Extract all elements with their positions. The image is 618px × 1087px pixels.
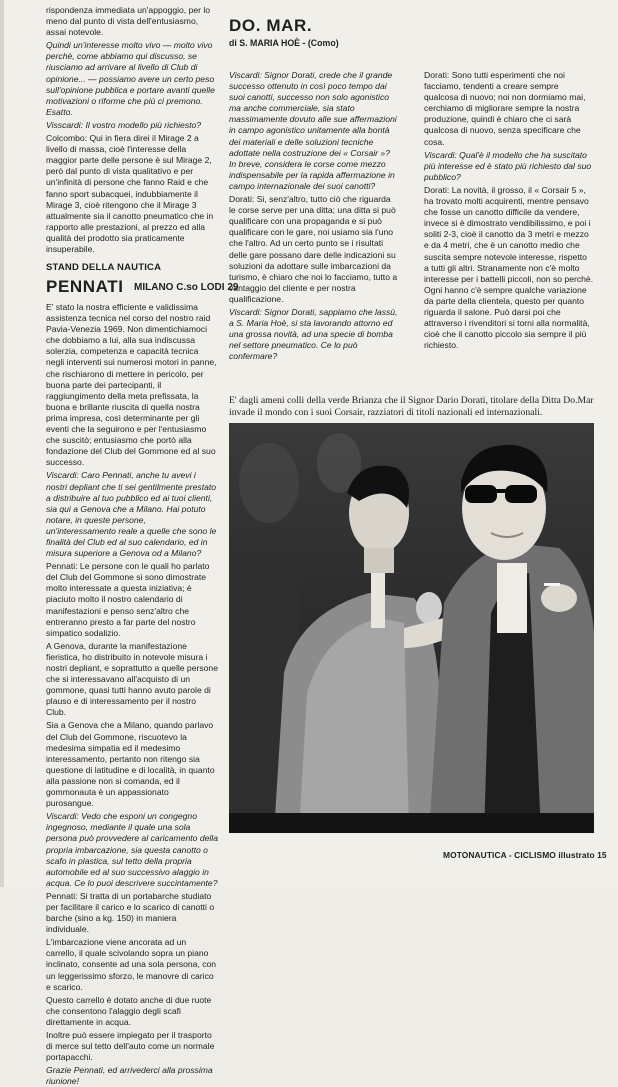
domar-heading: DO. MAR. bbox=[229, 16, 313, 35]
pennati-heading: PENNATI bbox=[46, 277, 124, 296]
paragraph: Visscardi: Il vostro modello più richiesto? bbox=[46, 119, 202, 130]
stand-label: STAND DELLA NAUTICA bbox=[46, 262, 162, 273]
column-2-interview-text bbox=[229, 70, 399, 362]
paragraph: Dorati: Si, senz'altro, tutto ciò che riguarda le corse serve per una ditta; una ditta si può qualificare con una propaganda e si può qualificare con le gare, noi usiamo sia l'uno che l'altro. Ad un certo punto se i risultati delle gare possano dare delle indicazioni su soluzioni da adottare sulle imbarcazioni da turismo, è chiaro che noi lo facciamo, tutto a vantaggio del cliente e per nostra qualificazione. bbox=[229, 194, 398, 304]
paragraph: Pennati: Si tratta di un portabarche studiato per facilitare il carico e lo scarico di canotti o barche (sino a kg. 150) in maniera individuale. bbox=[46, 890, 215, 935]
domar-byline: di S. MARIA HOÈ - (Como) bbox=[229, 38, 339, 48]
interview-photo bbox=[229, 423, 594, 833]
paragraph: Colcombo: Qui in fiera direi il Mirage 2 a livello di massa, cioè l'interesse della maggior parte delle persone è sul Mirage 2, però dal punto di vista qualitativo e per un'infinità di persone che fanno Raid e che fanno sport subacquei, indubbiamente il Mirage 3, cioè ritengono che il Mirage 3 attualmente sia il canotto pneumatico che in rapporto alle prestazioni, al prezzo ed alla qualità del prodotto sia praticamente insuperabile. bbox=[46, 133, 214, 254]
paragraph: Sia a Genova che a Milano, quando parlavo del Club del Gommone, riscuotevo la medesima simpatia ed il medesimo interessamento, pertanto non ritengo sia questione di latitudine e di località, in quanto alla passione non si comanda, ed il gommonauta è un appassionato purosangue. bbox=[46, 720, 215, 809]
paragraph: Grazie Pennati, ed arrivederci alla prossima riunione! bbox=[46, 1065, 213, 1087]
pennati-address: MILANO C.so LODI 29 bbox=[134, 282, 239, 293]
paragraph: rispondenza immediata un'appoggio, per lo meno dal punto di vista dell'entusiasmo, assai notevole. bbox=[46, 5, 211, 38]
page-footer: MOTONAUTICA - CICLISMO illustrato 15 bbox=[443, 850, 607, 860]
column-3-interview-text bbox=[424, 70, 594, 351]
paragraph: L'imbarcazione viene ancorata ad un carrello, il quale scivolando sopra un piano inclinato, consente ad una sola persona, con un leggerissimo sforzo, le manovre di carico e scarico. bbox=[46, 937, 217, 992]
paragraph: Dorati: La novità, il grosso, il « Corsair 5 », ha trovato molti acquirenti, mentre pensavo che fosse un canotto difficile da vendere, invece si è dimostrato vendibilissimo, e poi i soliti 2-3, cioè il canotto da 3 metri e mezzo e da 4 metri, che è un canotto medio che suscita sempre notevole interesse, rispetto a tutti gli altri. Stranamente non c'è molto interesse per i battelli piccoli, non so perchè. Ogni hanno c'è sempre qualche variazione da parte della clientela, questo per quanto riguarda il salone. Può darsi poi che attraverso i rivenditori si torni alla normalità, cioè che il canotto piccolo sia sempre il più richiesto. bbox=[424, 184, 594, 351]
paragraph: Viscardi: Caro Pennati, anche tu avevi i nostri depliant che ti sei gentilmente prestato a distribuire al tuo pubblico ed ai tuoi clienti, sia qui a Genova che a Milano. Hai potuto notare, in queste persone, un'interessamento reale a quelle che sono le finalità del Club ed al suo calendario, ed in misura superiore a Genova od a Milano? bbox=[46, 470, 217, 559]
paragraph: Pennati: Le persone con le quali ho parlato del Club del Gommone si sono dimostrate molto interessate a questa iniziativa; è piaciuto molto il nostro calendario di manifestazioni e penso senz'altro che entreranno presto a far parte del nostro simpatico sodalizio. bbox=[46, 561, 210, 638]
paragraph: Viscardi: Vedo che esponi un congegno ingegnoso, mediante il quale una sola persona può provvedere al caricamento della propria imbarcazione, sia questa canotto o scafo in plastica, sul tetto della propria automobile ed al suo successivo alaggio in acqua. Ce lo puoi descrivere succintamente? bbox=[46, 811, 218, 888]
paragraph: Questo carrello è dotato anche di due ruote che consentono l'alaggio degli scafi direttamente in acqua. bbox=[46, 994, 212, 1027]
paragraph: E' stato la nostra efficiente e validissima assistenza tecnica nel corso del nostro raid Pavia-Venezia 1969. Non dimentichiamoci che dobbiamo a lui, alla sua indiscussa solerzia, competenza e capacità tecnica negli interventi sui numerosi motori in panne, che rischiarono di mettere in pericolo, per buona parte dei partecipanti, il raggiungimento della meta prefissata, la buona e brillante riuscita di quella nostra prima impresa, così determinante per gli eventi che la seguirono e per l'entusiasmo che suscitò; entusiasmo che portò alla fondazione del Club del Gommone ed al suo successo. bbox=[46, 302, 217, 468]
photo-caption: E' dagli ameni colli della verde Brianza che il Signor Dario Dorati, titolare della Ditta Do.Mar invade il mondo con i suoi Corsair, razziatori di titoli nazionali ed internazionali. bbox=[229, 395, 594, 419]
paragraph: Quindi un'interesse molto vivo — molto vivo perchè, come abbiamo qui discusso, se riusciamo ad arrivare al livello di Club di opinione... — possiamo avere un certo peso sull'opinione pubblica e portare avanti quelle motivazioni o riforme che più ci premono. Esatto. bbox=[46, 40, 215, 117]
paragraph: Dorati: Sono tutti esperimenti che noi facciamo, tendenti a creare sempre qualcosa di nuovo; noi non dormiamo mai, cerchiamo di migliorare sempre la nostra produzione, quindi è chiaro che ci sarà qualcosa di nuovo, senza specificare che cosa. bbox=[424, 70, 586, 147]
paragraph: Viscardi: Signor Dorati, sappiamo che lassù, a S. Maria Hoè, si sta lavorando attorno ed una grossa novità, ad una specie di bomba nel settore pneumatico. Ce lo può confermare? bbox=[229, 306, 398, 362]
page-edge-shadow bbox=[0, 0, 4, 887]
paragraph: Viscardi: Signor Dorati, crede che il grande successo ottenuto in così poco tempo dai suoi canotti, successo non solo agonistico ma anche commerciale, sia stato massimamente dovuto alle sue affermazioni in campo agonistico unitamente alla bontà dei materiali e delle soluzioni tecniche adottate nella costruzione dei « Corsair »? In breve, considera le corse come mezzo indispensabile per la rapida affermazione in campo internazionale dei suoi canotti? bbox=[229, 70, 397, 191]
paragraph: Viscardi: Qual'è il modello che ha suscitato più interesse ed è stato più richiesto dal suo pubblico? bbox=[424, 149, 592, 182]
paragraph: A Genova, durante la manifestazione fieristica, ho distribuito in notevole misura i nostri depliant, e soprattutto a quelle persone che si interessavano all'acquisto di un gommone, quasi tutti hanno avuto parole di plauso e di interessamento per il nostro Club. bbox=[46, 640, 218, 718]
column-1-interview-text bbox=[46, 302, 218, 1087]
paragraph: Inoltre può essere impiegato per il trasporto di merce sul tetto dell'auto come un normale portapacchi. bbox=[46, 1030, 215, 1063]
column-1-top-text bbox=[46, 5, 216, 255]
